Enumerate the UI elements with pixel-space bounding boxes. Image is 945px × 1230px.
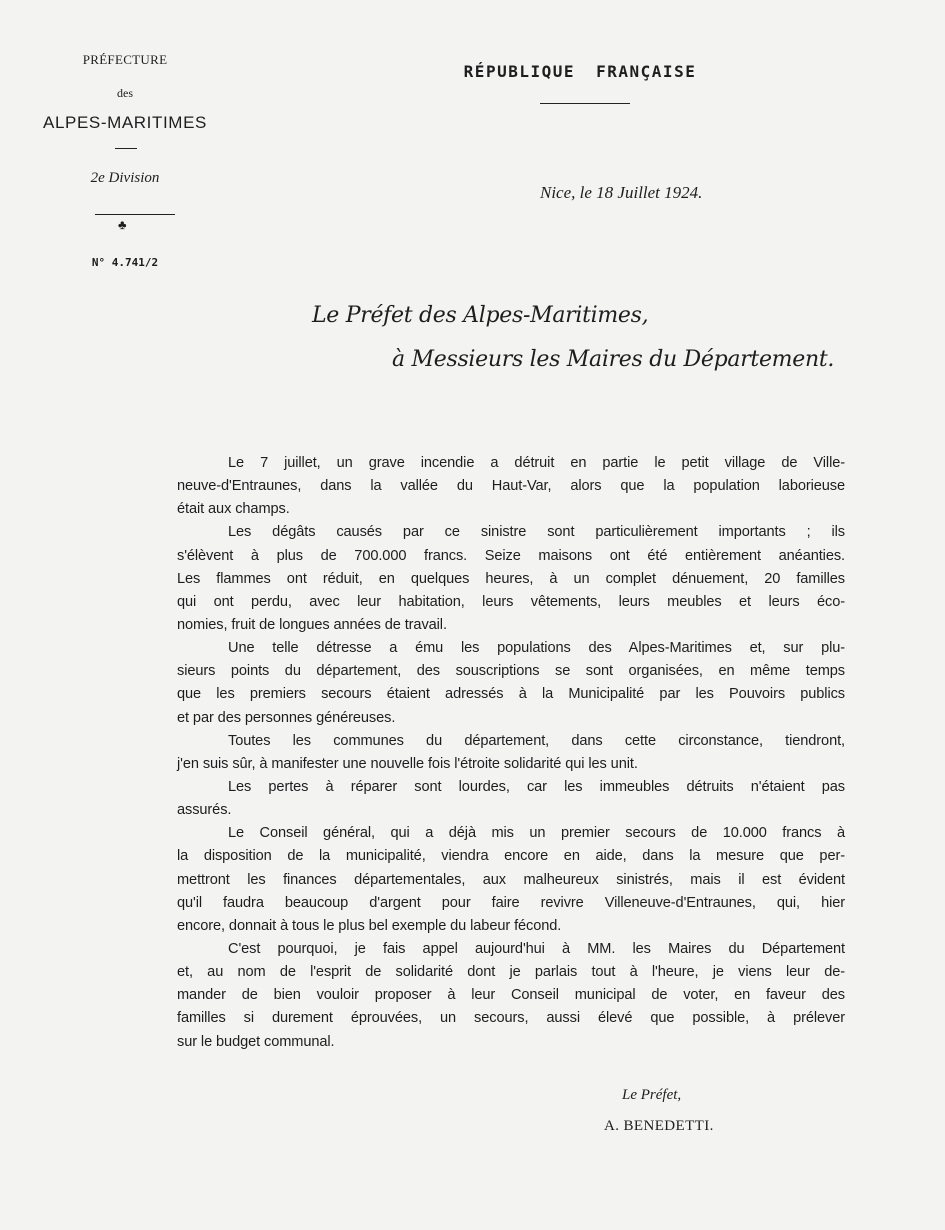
body-line: familles si durement éprouvées, un secours, aussi élevé que possible, à prélever [177,1010,845,1027]
divider [95,214,175,215]
body-line: Une telle détresse a ému les populations des Alpes-Maritimes et, sur plu- [228,640,845,657]
body-line: Le Conseil général, qui a déjà mis un premier secours de 10.000 francs à [228,825,845,842]
body-line: était aux champs. [177,501,290,518]
body-line: mettront les finances départementales, aux malheureux sinistrés, mais il est évident [177,871,845,888]
body-line: mander de bien vouloir proposer à leur Conseil municipal de voter, en faveur des [177,987,845,1004]
body-line: et, au nom de l'esprit de solidarité dont je parlais tout à l'heure, je viens leur de- [177,964,845,981]
signature-name: A. BENEDETTI. [604,1118,714,1134]
body-line: sieurs points du département, des souscriptions se sont organisées, en même temps [177,663,845,680]
body-line: que les premiers secours étaient adressés à la Municipalité par les Pouvoirs publics [177,686,845,703]
body-line: s'élèvent à plus de 700.000 francs. Seize maisons ont été entièrement anéanties. [177,547,845,564]
body-line: Les pertes à réparer sont lourdes, car les immeubles détruits n'étaient pas [228,778,845,795]
body-line: C'est pourquoi, je fais appel aujourd'hui à MM. les Maires du Département [228,940,845,957]
sender-line: Le Préfet des Alpes-Maritimes, [312,303,649,328]
body-line: j'en suis sûr, à manifester une nouvelle fois l'étroite solidarité qui les unit. [177,755,638,772]
reference-number: N° 4.741/2 [91,256,159,269]
bee-emblem-icon: ♣ [118,217,127,232]
department-name: ALPES-MARITIMES [43,113,207,132]
body-line: Toutes les communes du département, dans cette circonstance, tiendront, [228,732,845,749]
body-line: encore, donnait à tous le plus bel exemple du labeur fécond. [177,917,562,934]
ornament-divider [540,103,630,104]
body-line: assurés. [177,802,232,819]
divider [115,148,137,149]
signature-title: Le Préfet, [622,1087,682,1103]
prefecture-des: des [117,86,133,100]
body-line: sur le budget communal. [177,1033,335,1050]
body-line: qui ont perdu, avec leur habitation, leurs vêtements, leurs meubles et leurs éco- [177,593,845,610]
body-line: et par des personnes généreuses. [177,709,396,726]
letter-body [177,452,845,1054]
body-line: neuve-d'Entraunes, dans la vallée du Haut-Var, alors que la population laborieuse [177,478,845,495]
body-line: Les dégâts causés par ce sinistre sont particulièrement importants ; ils [228,524,845,541]
recipient-line: à Messieurs les Maires du Département. [392,347,835,372]
body-line: la disposition de la municipalité, viendra encore en aide, dans la mesure que per- [177,848,845,865]
body-line: qu'il faudra beaucoup d'argent pour faire revivre Villeneuve-d'Entraunes, qui, hier [177,894,845,911]
body-line: Les flammes ont réduit, en quelques heures, à un complet dénuement, 20 familles [177,570,845,587]
place-date: Nice, le 18 Juillet 1924. [540,183,703,202]
body-line: Le 7 juillet, un grave incendie a détruit en partie le petit village de Ville- [228,455,845,471]
body-line: nomies, fruit de longues années de travail. [177,616,447,633]
republic-heading: RÉPUBLIQUE FRANÇAISE [463,62,697,81]
prefecture-label: PRÉFECTURE [82,52,168,67]
division-label: 2e Division [90,170,160,186]
